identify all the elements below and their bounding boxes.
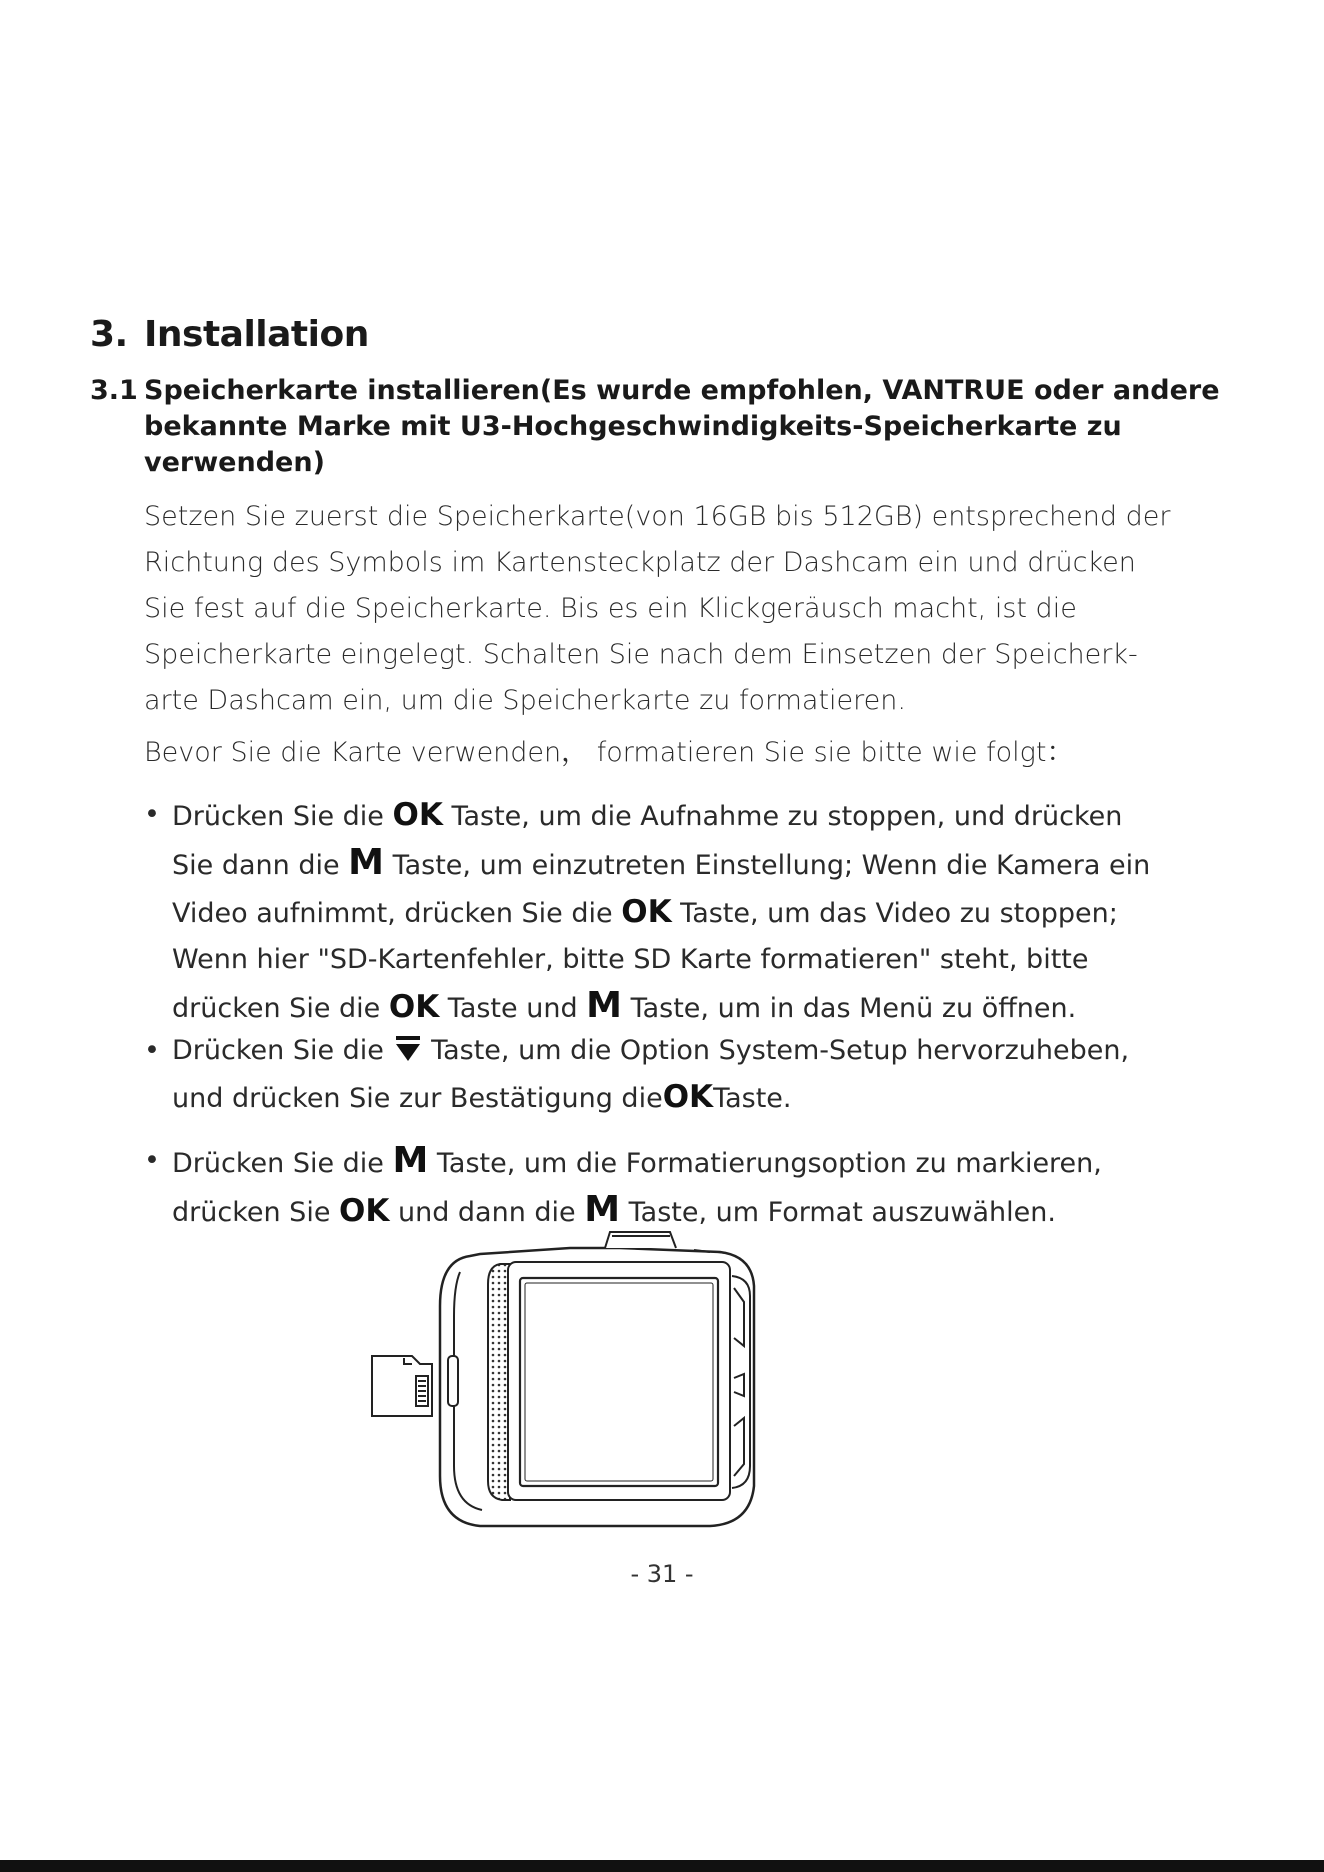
intro-line-2: Richtung des Symbols im Kartensteckplatz der Dashcam ein und drücken [144, 547, 1136, 578]
dashcam-body [440, 1232, 754, 1526]
intro-line-4: Speicherkarte eingelegt. Schalten Sie nach dem Einsetzen der Speicherk- [144, 639, 1138, 670]
text: Taste, um in das Menü zu öffnen. [622, 993, 1077, 1024]
intro-line-1: Setzen Sie zuerst die Speicherkarte(von 16GB bis 512GB) entsprechend der [144, 501, 1171, 532]
m-key-label: M [348, 842, 384, 883]
intro-line-3: Sie fest auf die Speicherkarte. Bis es ein Klickgeräusch macht, ist die [144, 593, 1077, 624]
text: Taste und [439, 993, 587, 1024]
section-title: Installation [144, 314, 369, 355]
page-bottom-border [0, 1860, 1324, 1872]
text: Drücken Sie die [172, 1148, 393, 1179]
ok-key-label: OK [662, 1079, 714, 1115]
before-use-text: Bevor Sie die Karte verwenden， formatieren Sie sie bitte wie folgt： [144, 737, 1074, 768]
text: Video aufnimmt, drücken Sie die [172, 898, 622, 929]
subsection-number: 3.1 [90, 375, 138, 406]
text: Sie dann die [172, 850, 349, 881]
bullet-item-1 [144, 792, 1150, 1032]
intro-line-5: arte Dashcam ein, um die Speicherkarte zu formatieren. [144, 685, 906, 716]
text: und drücken Sie zur Bestätigung die [172, 1083, 663, 1114]
ok-key-label: OK [621, 894, 672, 930]
dashcam-sd-card-illustration [370, 1226, 870, 1532]
text: drücken Sie die [172, 993, 389, 1024]
text: Taste, um das Video zu stoppen; [671, 898, 1118, 929]
page-number: - 31 - [630, 1560, 694, 1588]
subsection-title-line-3: verwenden) [144, 447, 325, 478]
subsection-title-line-1: Speicherkarte installieren(Es wurde empfohlen, VANTRUE oder andere [144, 375, 1220, 406]
ok-key-label: OK [388, 989, 440, 1025]
intro-paragraph [144, 494, 1170, 724]
ok-key-label: OK [339, 1193, 390, 1229]
bullet-item-2 [144, 1028, 1129, 1122]
text: und dann die [389, 1197, 585, 1228]
text: drücken Sie [172, 1197, 340, 1228]
bullet-dot: • [144, 1145, 160, 1176]
text: Taste, um die Aufnahme zu stoppen, und drücken [442, 801, 1123, 832]
text: Taste, um einzutreten Einstellung; Wenn die Kamera ein [384, 850, 1151, 881]
m-key-label: M [584, 1189, 621, 1230]
text: Wenn hier "SD-Kartenfehler, bitte SD Karte formatieren" steht, bitte [172, 944, 1089, 975]
bullet-dot: • [144, 1035, 160, 1066]
down-arrow-key-icon [393, 1033, 423, 1063]
sd-card-icon [372, 1356, 432, 1416]
section-heading [90, 314, 369, 355]
m-key-label: M [586, 985, 622, 1026]
ok-key-label: OK [392, 797, 443, 833]
bullet-dot: • [144, 799, 160, 830]
subsection-title-line-2: bekannte Marke mit U3-Hochgeschwindigkeits-Speicherkarte zu [144, 411, 1122, 442]
text: Taste, um Format auszuwählen. [620, 1197, 1056, 1228]
text: Taste, um die Option System-Setup hervorzuheben, [422, 1035, 1130, 1066]
bullet-item-3 [144, 1138, 1102, 1236]
before-use-paragraph [144, 730, 1073, 776]
text: Drücken Sie die [172, 1035, 393, 1066]
section-number: 3. [90, 314, 128, 355]
m-key-label: M [392, 1140, 429, 1181]
text: Taste. [713, 1083, 792, 1114]
text: Drücken Sie die [172, 801, 393, 832]
text: Taste, um die Formatierungsoption zu markieren, [428, 1148, 1102, 1179]
